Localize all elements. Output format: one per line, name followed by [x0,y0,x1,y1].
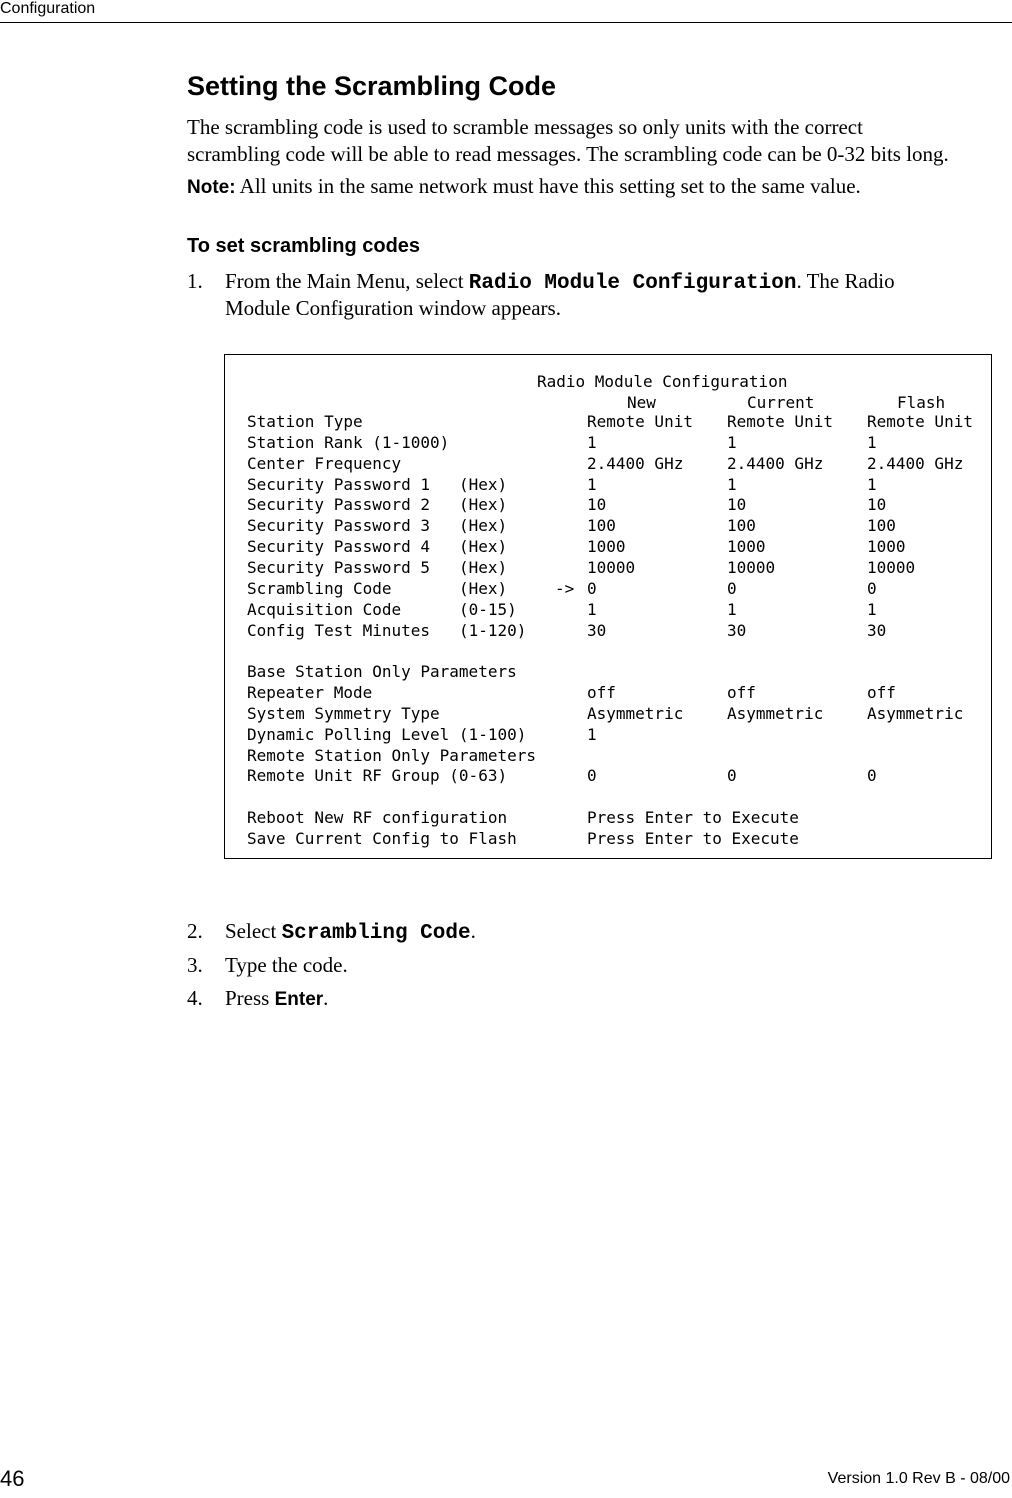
row-new-value: 100 [587,516,616,535]
step-1-continuation: Module Configuration window appears. [225,296,561,320]
row-range: (Hex) [459,579,508,598]
step-4-number: 4. [187,986,203,1010]
row-new-value: off [587,683,616,702]
step-1-text: From the Main Menu, select [225,269,469,293]
row-flash-value: 1 [867,433,877,452]
row-new-value: 0 [587,579,597,598]
row-current-value: 10000 [727,558,776,577]
row-flash-value: 10000 [867,558,916,577]
step-4-text-after: . [323,986,329,1010]
row-label: Repeater Mode [247,683,373,702]
page-number: 46 [0,1466,25,1491]
row-label: Config Test Minutes [247,621,431,640]
step-4-body [225,985,328,1013]
row-selection-marker: -> [555,579,575,598]
version-info: Version 1.0 Rev B - 08/00 [827,1470,1010,1487]
row-new-value: Asymmetric [587,704,684,723]
section-title: Setting the Scrambling Code [187,71,557,101]
row-range: (Hex) [459,537,508,556]
radio-module-configuration-window [224,354,992,859]
intro-line-1: The scrambling code is used to scramble messages so only units with the correct [187,115,863,139]
row-new-value: 1000 [587,537,626,556]
row-range: (Hex) [459,558,508,577]
row-current-value: 0 [727,766,737,785]
step-3-text: Type the code. [225,953,348,977]
row-new-value: 10 [587,495,607,514]
row-new-value: Remote Unit [587,412,693,431]
row-current-value: 100 [727,516,756,535]
row-current-value: 1 [727,475,737,494]
row-flash-value: 0 [867,766,877,785]
row-range: (Hex) [459,495,508,514]
row-current-value: 1000 [727,537,766,556]
row-new-value: 1 [587,725,597,744]
row-new-value: 0 [587,766,597,785]
row-label: Remote Unit RF Group (0-63) [247,766,508,785]
row-flash-value: 0 [867,579,877,598]
column-header-new: New [627,393,656,412]
row-label: Center Frequency [247,454,402,473]
column-header-current: Current [747,393,815,412]
row-new-value: Press Enter to Execute [587,808,799,827]
row-range: (1-120) [459,621,527,640]
row-flash-value: 2.4400 GHz [867,454,964,473]
step-1-body [225,268,895,297]
enter-key-label: Enter [274,989,324,1010]
row-label: System Symmetry Type [247,704,440,723]
row-new-value: 2.4400 GHz [587,454,684,473]
row-range: (0-15) [459,600,517,619]
step-2 [187,918,476,945]
menu-item-radio-module-configuration: Radio Module Configuration [468,272,797,295]
row-flash-value: Remote Unit [867,412,973,431]
procedure-heading: To set scrambling codes [187,235,421,257]
row-current-value: 0 [727,579,737,598]
row-range: (Hex) [459,475,508,494]
step-1-text-after: . The Radio [796,269,895,293]
row-flash-value: off [867,683,896,702]
step-2-body [225,918,476,947]
step-1 [187,268,895,295]
step-1-number: 1. [187,269,203,293]
menu-item-scrambling-code: Scrambling Code [281,922,471,945]
step-3-number: 3. [187,953,203,977]
row-label: Reboot New RF configuration [247,808,508,827]
row-label: Security Password 3 [247,516,431,535]
row-label: Save Current Config to Flash [247,829,517,848]
terminal-title: Radio Module Configuration [537,372,788,391]
row-flash-value: 10 [867,495,887,514]
row-flash-value: 1000 [867,537,906,556]
row-flash-value: 30 [867,621,887,640]
row-label: Security Password 1 [247,475,431,494]
row-new-value: 10000 [587,558,636,577]
step-4 [187,985,329,1012]
step-2-number: 2. [187,919,203,943]
row-current-value: Remote Unit [727,412,833,431]
row-label: Security Password 2 [247,495,431,514]
step-4-text: Press [225,986,275,1010]
row-current-value: 1 [727,600,737,619]
row-label: Security Password 4 [247,537,431,556]
row-label: Station Rank (1-1000) [247,433,450,452]
row-label: Remote Station Only Parameters [247,746,536,765]
row-new-value: 1 [587,433,597,452]
note-label: Note: [187,177,236,198]
row-label: Base Station Only Parameters [247,662,517,681]
note-text: All units in the same network must have this setting set to the same value. [235,174,861,198]
row-flash-value: 100 [867,516,896,535]
column-header-flash: Flash [897,393,946,412]
row-current-value: 30 [727,621,747,640]
row-new-value: Press Enter to Execute [587,829,799,848]
row-current-value: off [727,683,756,702]
running-header: Configuration [0,0,96,17]
row-label: Acquisition Code [247,600,402,619]
step-2-text-after: . [470,919,476,943]
row-flash-value: Asymmetric [867,704,964,723]
row-label: Security Password 5 [247,558,431,577]
note-paragraph [187,173,861,201]
row-current-value: 1 [727,433,737,452]
row-label: Station Type [247,412,363,431]
row-new-value: 1 [587,475,597,494]
row-new-value: 1 [587,600,597,619]
header-rule [0,22,1012,23]
row-current-value: Asymmetric [727,704,824,723]
row-label: Dynamic Polling Level (1-100) [247,725,527,744]
intro-line-2: scrambling code will be able to read messages. The scrambling code can be 0-32 bits long. [187,142,949,166]
row-current-value: 2.4400 GHz [727,454,824,473]
row-label: Scrambling Code [247,579,392,598]
row-flash-value: 1 [867,475,877,494]
row-current-value: 10 [727,495,747,514]
row-range: (Hex) [459,516,508,535]
step-2-text: Select [225,919,282,943]
row-flash-value: 1 [867,600,877,619]
step-3 [187,952,348,979]
row-new-value: 30 [587,621,607,640]
